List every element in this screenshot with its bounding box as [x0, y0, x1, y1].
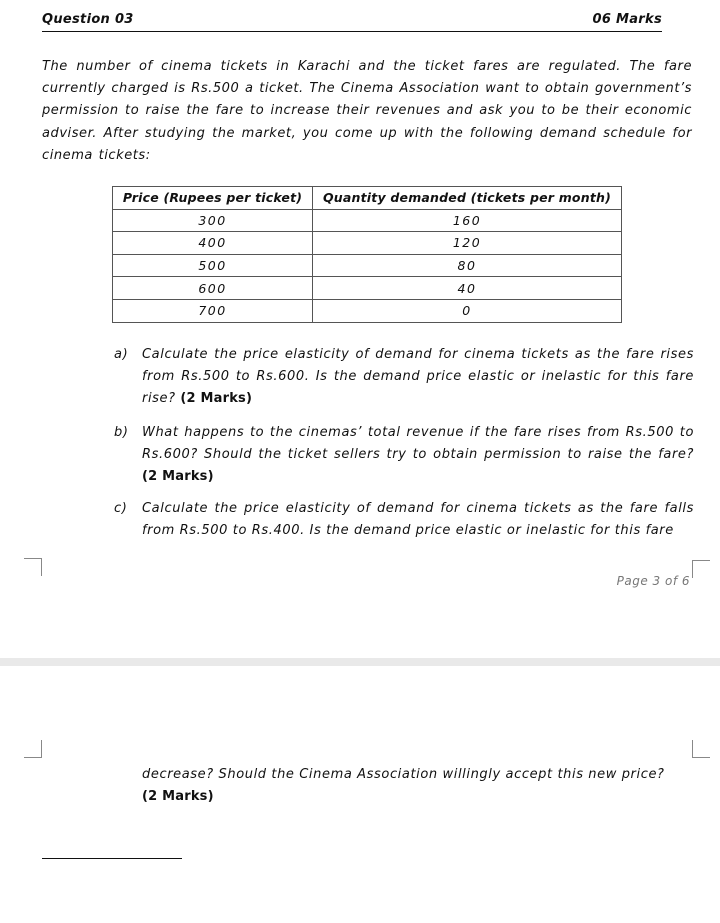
crop-mark: [24, 558, 42, 576]
page-number: Page 3 of 6: [616, 574, 690, 588]
table-row: [113, 209, 622, 232]
continuation-text: decrease? Should the Cinema Association willingly accept this new price?: [142, 767, 665, 782]
page-separator: [0, 658, 720, 666]
question-header: [42, 12, 662, 32]
crop-mark: [692, 740, 710, 758]
quantity-cell: 160: [313, 209, 622, 232]
price-cell: 400: [113, 232, 313, 255]
quantity-cell: 0: [313, 299, 622, 322]
footnote-rule: [42, 858, 182, 859]
sub-question-text: Calculate the price elasticity of demand for cinema tickets as the fare falls from Rs.500 to Rs.400. Is the demand price elastic or inelastic for this fare: [142, 501, 694, 538]
quantity-cell: 120: [313, 232, 622, 255]
sub-question-b: [114, 422, 694, 488]
question-marks: 06 Marks: [592, 12, 662, 27]
sub-question-c: [114, 498, 694, 542]
sub-question-c-continuation: [142, 764, 702, 808]
crop-mark: [24, 740, 42, 758]
question-number: Question 03: [42, 12, 134, 27]
price-cell: 500: [113, 254, 313, 277]
demand-schedule-table: [112, 186, 622, 323]
quantity-column-header: Quantity demanded (tickets per month): [313, 187, 622, 210]
table-row: [113, 232, 622, 255]
sub-question-marks: (2 Marks): [142, 469, 214, 484]
price-cell: 600: [113, 277, 313, 300]
table-row: [113, 299, 622, 322]
sub-question-marks: (2 Marks): [142, 789, 214, 804]
quantity-cell: 80: [313, 254, 622, 277]
crop-mark: [692, 560, 710, 578]
sub-question-label: b): [114, 425, 129, 440]
sub-question-text: What happens to the cinemas’ total revenue if the fare rises from Rs.500 to Rs.600? Should the ticket sellers try to obtain permission to raise the fare?: [142, 425, 694, 462]
table-header-row: [113, 187, 622, 210]
sub-question-label: a): [114, 347, 129, 362]
sub-question-a: [114, 344, 694, 410]
quantity-cell: 40: [313, 277, 622, 300]
table-row: [113, 254, 622, 277]
price-cell: 300: [113, 209, 313, 232]
table-row: [113, 277, 622, 300]
question-intro: The number of cinema tickets in Karachi and the ticket fares are regulated. The fare currently charged is Rs.500 a ticket. The Cinema Association want to obtain government’s permission to raise the fare to increase their revenues and ask you to be their economic adviser. After studying the market, you come up with the following demand schedule for cinema tickets:: [42, 59, 692, 163]
sub-question-label: c): [114, 501, 128, 516]
price-column-header: Price (Rupees per ticket): [113, 187, 313, 210]
sub-question-marks: (2 Marks): [180, 391, 253, 406]
sub-question-text: Calculate the price elasticity of demand for cinema tickets as the fare rises from Rs.500 to Rs.600. Is the demand price elastic or inelastic for this fare rise?: [142, 347, 694, 406]
price-cell: 700: [113, 299, 313, 322]
